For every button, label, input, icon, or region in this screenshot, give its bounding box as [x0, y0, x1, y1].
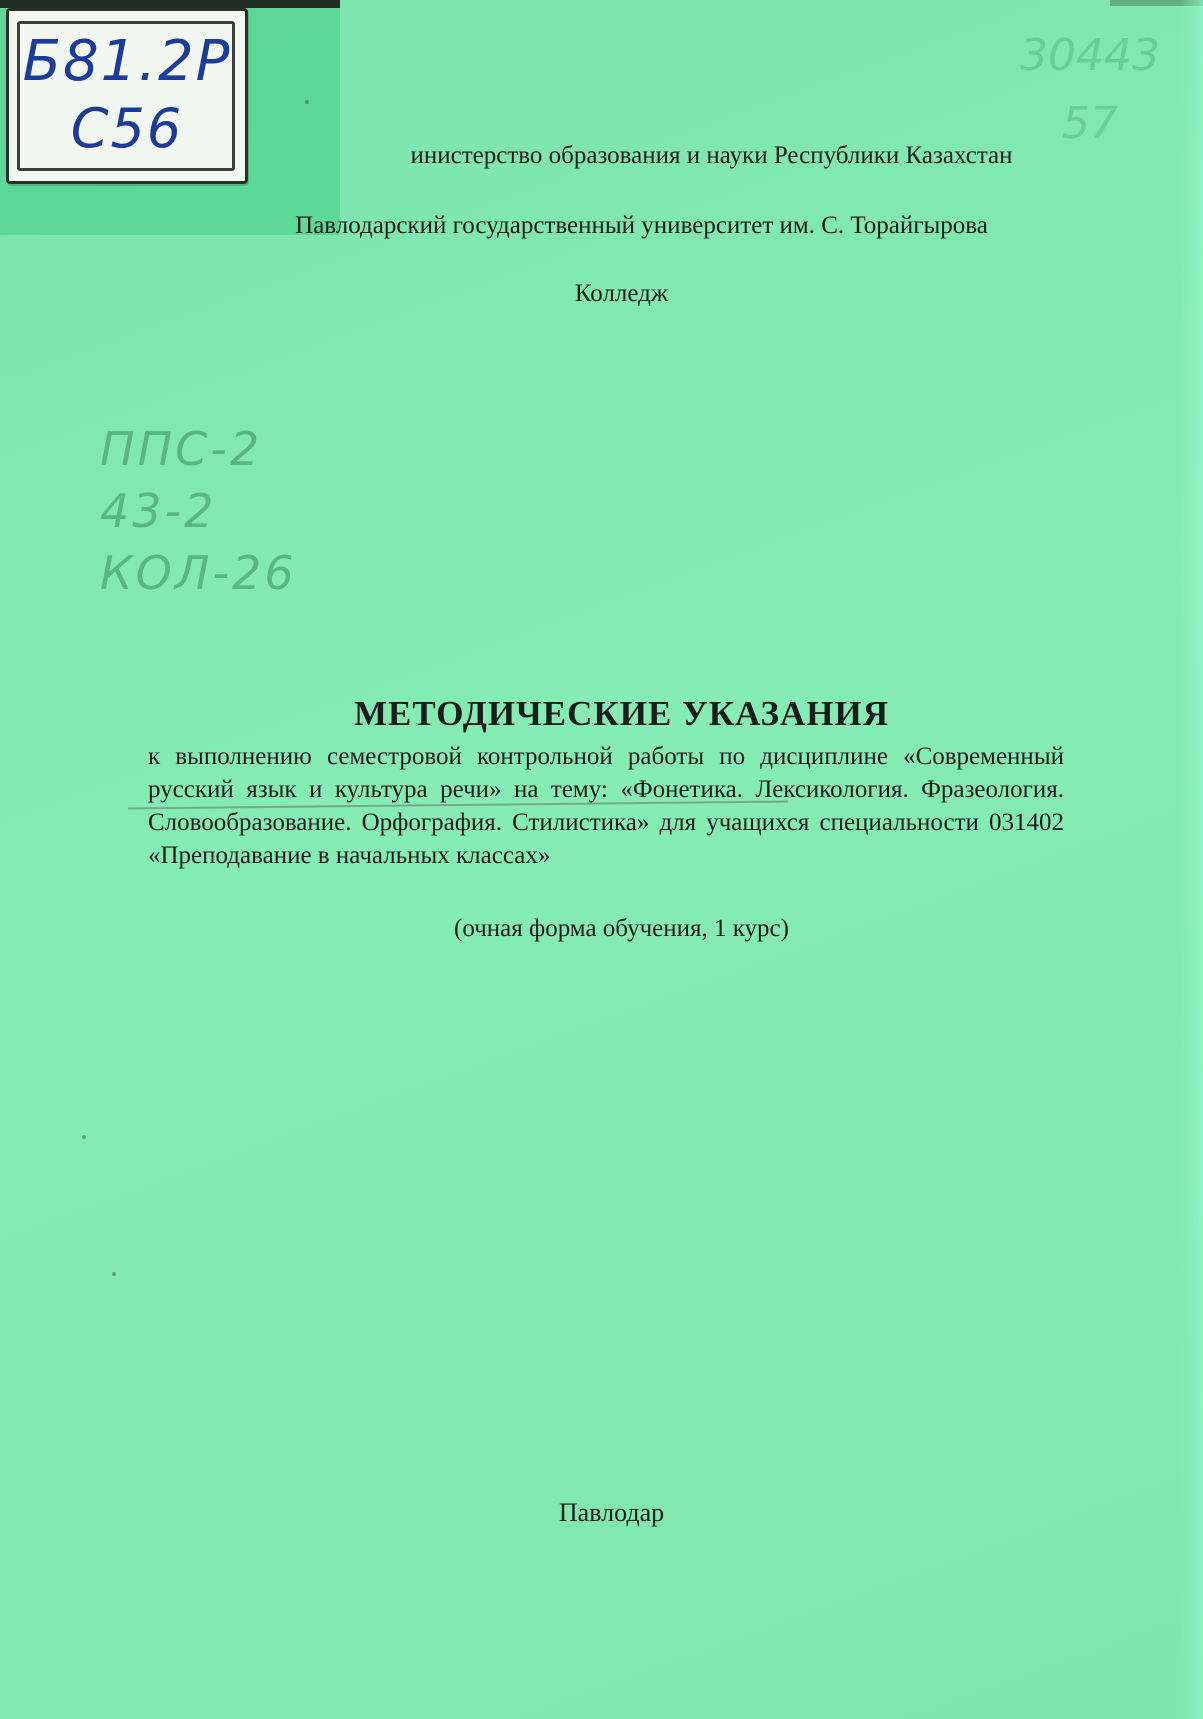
scan-speck — [82, 1135, 86, 1139]
scan-edge — [0, 0, 340, 8]
corner-note-line: 30443 — [1020, 30, 1160, 81]
stamp-classification: Б81.2Р — [22, 29, 232, 94]
ministry-line: инистерство образования и науки Республики Казахстан — [410, 142, 1013, 169]
stamp-author-mark: С56 — [70, 97, 184, 160]
handwritten-line: ППС-2 — [100, 422, 263, 476]
document-title: МЕТОДИЧЕСКИЕ УКАЗАНИЯ — [354, 694, 889, 733]
scan-speck — [305, 100, 309, 104]
handwritten-line: 43-2 — [100, 484, 217, 538]
handwritten-note — [100, 418, 360, 604]
scan-speck — [112, 1272, 116, 1276]
publication-city: Павлодар — [558, 1498, 665, 1527]
study-form: (очная форма обучения, 1 курс) — [454, 915, 789, 942]
handwritten-line: КОЛ-26 — [100, 546, 297, 600]
university-line: Павлодарский государственный университет им. С. Торайгырова — [295, 212, 988, 239]
right-edge-shade — [1179, 0, 1203, 1719]
corner-note-line: 57 — [1062, 98, 1118, 149]
college-line: Колледж — [574, 280, 669, 307]
document-description: к выполнению семестровой контрольной работы по дисциплине «Современный русский язык и культура речи» на тему: «Фонетика. Лексикология. Фразеология. Словообразование. Орфография. Стилистика» для учащихся специальности 031402 «Преподавание в начальных классах» — [148, 743, 1064, 869]
